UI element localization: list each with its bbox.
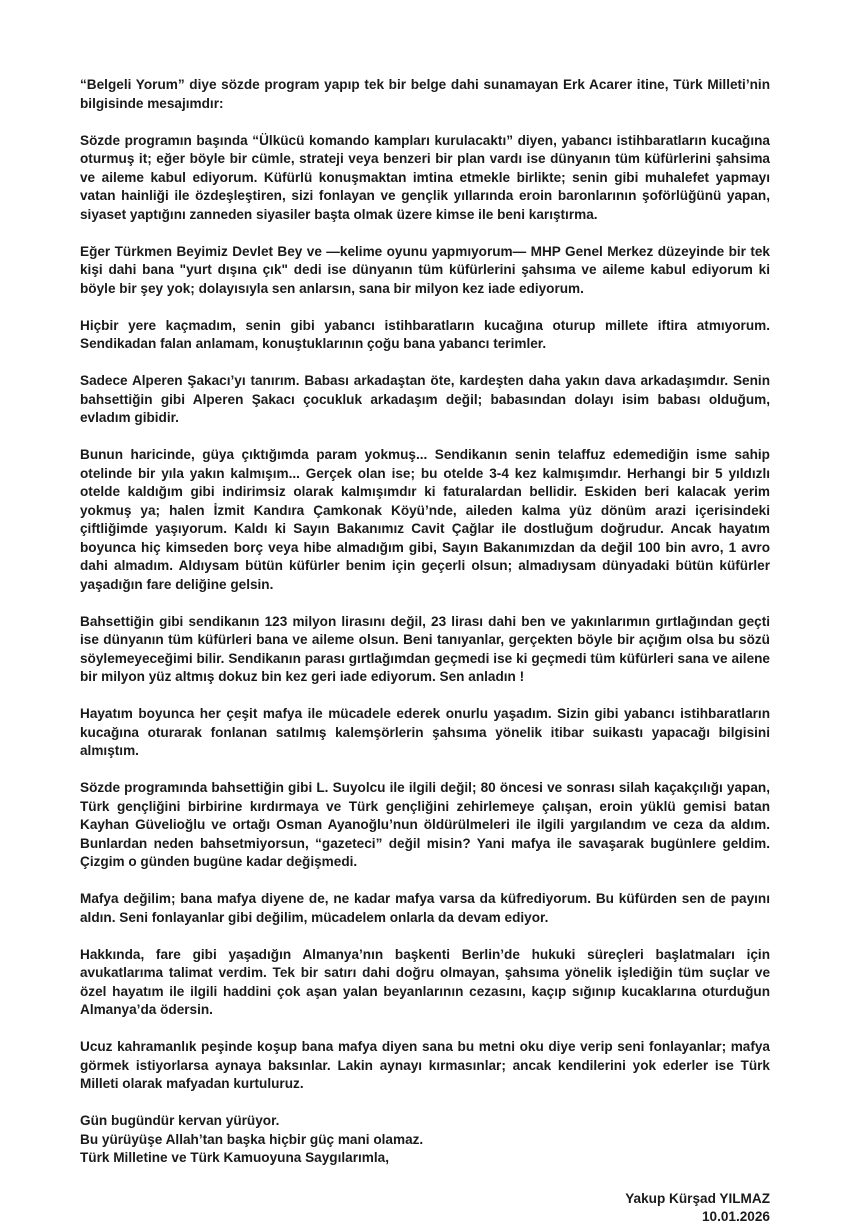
- closing-line: Bu yürüyüşe Allah’tan başka hiçbir güç mani olamaz.: [80, 1131, 424, 1147]
- signature-name: Yakup Kürşad YILMAZ: [625, 1190, 770, 1206]
- paragraph-mafya-degilim: Mafya değilim; bana mafya diyene de, ne kadar mafya varsa da küfrediyorum. Bu küfürden sen de payını aldın. Seni fonlayanlar gibi değilim, mücadelem onlarla da devam ediyor.: [80, 891, 770, 925]
- paragraph-alperen-sakaci: Sadece Alperen Şakacı’yı tanırım. Babası arkadaştan öte, kardeşten daha yakın dava arkadaşımdır. Senin bahsettiğin gibi Alperen Şakacı çocukluk arkadaşım değil; babasından dolayı isim babası olduğum, evladım gibidir.: [80, 373, 770, 425]
- paragraph-devlet-bey: Eğer Türkmen Beyimiz Devlet Bey ve —kelime oyunu yapmıyorum— MHP Genel Merkez düzeyinde bir tek kişi dahi bana "yurt dışına çık" dedi ise dünyanın tüm küfürlerini şahsıma ve aileme kabul ediyorum ki böyle bir şey yok; dolayısıyla sen anlarsın, sana bir milyon kez iade ediyorum.: [80, 243, 770, 296]
- paragraph-sendika-parasi: Bahsettiğin gibi sendikanın 123 milyon lirasını değil, 23 lirası dahi ben ve yakınlarımın gırtlağından geçti ise dünyanın tüm küfürleri bana ve aileme olsun. Beni tanıyanlar, gerçekten böyle bir açığım olsa bu sözü söylemeyeceğimi bilir. Sendikanın parası gırtlağımdan geçmedi ise ki geçmedi tüm küfürleri sana ve ailene bir milyon yüz altmış dokuz bin kez geri iade ediyorum. Sen anladın !: [80, 613, 770, 684]
- paragraph-mafya-mucadele: Hayatım boyunca her çeşit mafya ile mücadele ederek onurlu yaşadım. Sizin gibi yabancı istihbaratların kucağına oturarak fonlanan satılmış kalemşörlerin şahsıma yönelik itibar suikastı yapacağı bilgisini almıştım.: [80, 706, 770, 758]
- paragraph-yargilandim: Sözde programında bahsettiğin gibi L. Suyolcu ile ilgili değil; 80 öncesi ve sonrası silah kaçakçılığı yapan, Türk gençliğini birbirine kırdırmaya ve Türk gençliğini zehirlemeye çalışan, eroin yüklü gemisi batan Kayhan Güvelioğlu ve ortağı Osman Ayanoğlu’nun öldürülmeleri ile ilgili yargılandım ve ceza da aldım. Bunlardan neden bahsetmiyorsun, “gazeteci” değil misin? Yani mafya ile savaşarak bugünlere geldim. Çizgim o günden bugüne kadar değişmedi.: [80, 780, 770, 869]
- paragraph-hukuki-surec: Hakkında, fare gibi yaşadığın Almanya’nın başkenti Berlin’de hukuki süreçleri başlatmaları için avukatlarıma talimat verdim. Tek bir satırı dahi doğru olmayan, şahsıma yönelik işlediğin tüm suçlar ve özel hayatım ile ilgili haddini çok aşan yalan beyanlarının cezasını, kaçıp sığınıp kucaklarına oturduğun Almanya’da ödersin.: [80, 946, 770, 1017]
- closing-block: [80, 1112, 770, 1168]
- letter-document: [80, 76, 770, 1227]
- paragraph-komando-kamplari: Sözde programın başında “Ülkücü komando kampları kurulacaktı” diyen, yabancı istihbaratların kucağına oturmuş it; eğer böyle bir cümle, strateji veya benzeri bir plan vardı ise dünyanın tüm küfürlerini şahsima ve aileme kabul ediyorum. Küfürlü konuşmaktan imtina etmekle birlikte; senin gibi muhalefet yapmayı vatan hainliği ile özdeşleştiren, sizi fonlayan ve gençlik yıllarında eroin baronlarının şoförlüğünü yapan, siyaset yaptığını zanneden siyasiler başta olmak üzere kimse ile beni karıştırma.: [80, 132, 770, 222]
- paragraph-intro: “Belgeli Yorum” diye sözde program yapıp tek bir belge dahi sunamayan Erk Acarer itine, Türk Milleti’nin bilgisinde mesajımdır:: [80, 77, 770, 111]
- closing-line: Türk Milletine ve Türk Kamuoyuna Saygılarımla,: [80, 1150, 389, 1165]
- signature-block: [80, 1190, 770, 1227]
- paragraph-otel-ciftlik: Bunun haricinde, güya çıktığımda param yokmuş... Sendikanın senin telaffuz edemediğin isme sahip otelinde bir yıla yakın kalmışım... Gerçek olan ise; bu otelde 3-4 kez kalmışımdır. Herhangi bir 5 yıldızlı otelde kaldığım gibi indirimsiz olarak kalmışımdır ki faturalardan bellidir. Eskiden beri kalacak yerim yokmuş ya; halen İzmit Kandıra Çamkonak Köyü’nde, aileden kalma yüz dönüm arazi içerisindeki çiftliğimde yaşıyorum. Kaldı ki Sayın Bakanımız Cavit Çağlar ile dostluğum doğrudur. Ancak hayatım boyunca hiç kimseden borç veya hibe almadığım gibi, Sayın Bakanımızdan da değil 100 bin avro, 1 avro dahi almadım. Aldıysam bütün küfürler benim için geçerli olsun; almadıysam dünyadaki bütün küfürler yaşadığın fare deliğine gelsin.: [80, 447, 770, 592]
- signature-date: 10.01.2026: [701, 1209, 770, 1224]
- paragraph-kacmadim: Hiçbir yere kaçmadım, senin gibi yabancı istihbaratların kucağına oturup millete iftira atmıyorum. Sendikadan falan anlamam, konuştuklarının çoğu bana yabancı terimler.: [80, 317, 770, 351]
- closing-line: Gün bugündür kervan yürüyor.: [80, 1113, 280, 1128]
- paragraph-ucuz-kahramanlik: Ucuz kahramanlık peşinde koşup bana mafya diyen sana bu metni oku diye verip seni fonlayanlar; mafya görmek istiyorlarsa aynaya baksınlar. Lakin aynayı kırmasınlar; ancak kendilerini yok ederler ise Türk Milleti olarak mafyadan kurtuluruz.: [80, 1039, 770, 1091]
